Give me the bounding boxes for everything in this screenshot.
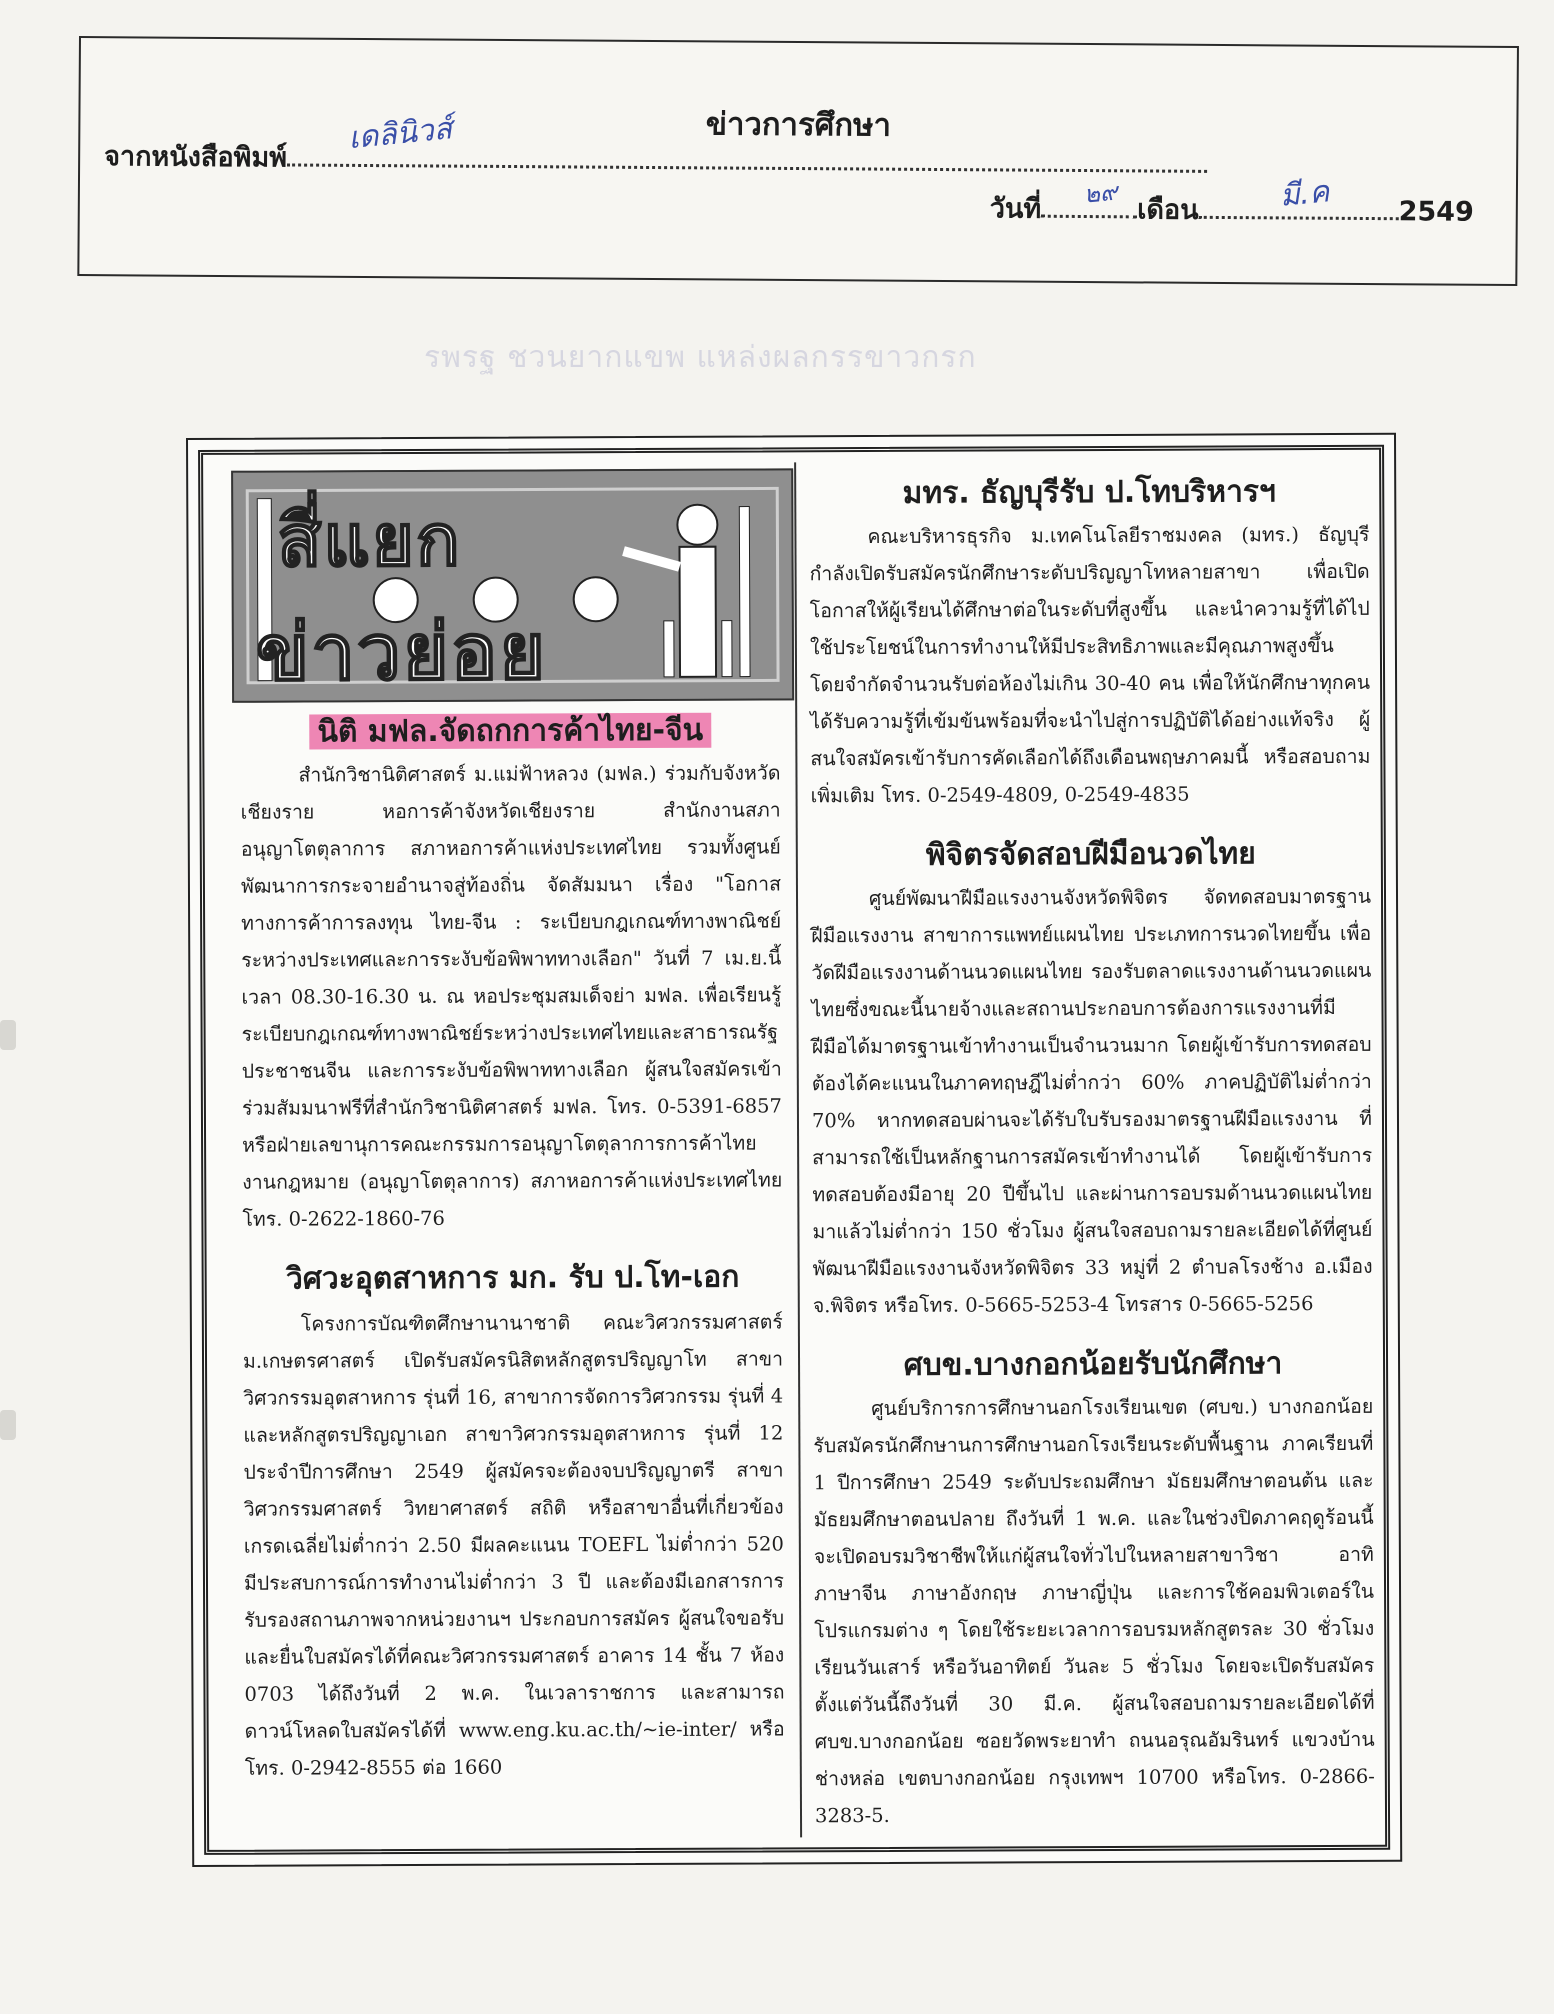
handwritten-newspaper: เดลินิวส์ [346,111,454,157]
article-body: ศูนย์พัฒนาฝีมือแรงงานจังหวัดพิจิตร จัดทดสอบมาตรฐานฝีมือแรงงาน สาขาการแพทย์แผนไทย ประเภทการนวดไทยขึ้น เพื่อวัดฝีมือแรงงานด้านนวดแผนไทย รองรับตลาดแรงงานด้านนวดแผนไทยซึ่งขณะนี้นายจ้างและสถานประกอบการต้องการแรงงานที่มีฝีมือได้มาตรฐานเข้าทำงานเป็นจำนวนมาก โดยผู้เข้ารับการทดสอบต้องได้คะแนนในภาคทฤษฎีไม่ต่ำกว่า 60% ภาคปฏิบัติไม่ต่ำกว่า 70% หากทดสอบผ่านจะได้รับใบรับรองมาตรฐานฝีมือแรงงาน ที่สามารถใช้เป็นหลักฐานการสมัครเข้าทำงานได้ โดยผู้เข้ารับการทดสอบต้องมีอายุ 20 ปีขึ้นไป และผ่านการอบรมด้านนวดแผนไทยมาแล้วไม่ต่ำกว่า 150 ชั่วโมง ผู้สนใจสอบถามรายละเอียดได้ที่ศูนย์พัฒนาฝีมือแรงงานจังหวัดพิจิตร 33 หมู่ที่ 2 ตำบลโรงช้าง อ.เมือง จ.พิจิตร หรือโทร. 0-5665-5253-4 โทรสาร 0-5665-5256 [811,884,1373,1318]
column-divider [794,462,802,1837]
article-headline [240,710,780,752]
article-headline: พิจิตรจัดสอบฝีมือนวดไทย [925,836,1256,873]
bleed-through-text: รพรฐ ชวนยากแขพ แหล่งผลกรรขาวกรก [424,340,977,375]
newspaper-clipping [186,433,1402,1867]
page-title: ข่าวการศึกษา [705,106,892,144]
article-headline: ศบข.บางกอกน้อยรับนักศึกษา [903,1346,1283,1383]
article-body: โครงการบัณฑิตศึกษานานาชาติ คณะวิศวกรรมศาสตร์ ม.เกษตรศาสตร์ เปิดรับสมัครนิสิตหลักสูตรปริญญาโท สาขาวิศวกรรมอุตสาหการ รุ่นที่ 16, สาขาการจัดการวิศวกรรม รุ่นที่ 4 และหลักสูตรปริญญาเอก สาขาวิศวกรรมอุตสาหการ รุ่นที่ 12 ประจำปีการศึกษา 2549 ผู้สมัครจะต้องจบปริญญาตรี สาขาวิศวกรรมศาสตร์ วิทยาศาสตร์ สถิติ หรือสาขาอื่นที่เกี่ยวข้อง เกรดเฉลี่ยไม่ต่ำกว่า 2.50 มีผลคะแนน TOEFL ไม่ต่ำกว่า 520 มีประสบการณ์การทำงานไม่ต่ำกว่า 3 ปี และต้องมีเอกสารการรับรองสถานภาพจากหน่วยงานฯ ประกอบการสมัคร ผู้สนใจขอรับและยื่นใบสมัครได้ที่คณะวิศวกรรมศาสตร์ อาคาร 14 ชั้น 7 ห้อง 0703 ได้ถึงวันที่ 2 พ.ค. ในเวลาราชการ และสามารถดาวน์โหลดใบสมัครได้ที่ www.eng.ku.ac.th/~ie-inter/ หรือ โทร. 0-2942-8555 ต่อ 1660 [242,1310,785,1780]
handwritten-month: มี.ค [1278,174,1331,214]
banner-line2: ข่าวย่อย [255,607,548,699]
right-column [809,472,1375,1834]
margin-mark [0,1410,16,1440]
margin-mark [0,1020,16,1050]
highlighted-headline: นิติ มฟล.จัดถกการค้าไทย-จีน [309,713,711,750]
left-column [240,710,785,1786]
clipping-frame [198,445,1390,1855]
article-body: คณะบริหารธุรกิจ ม.เทคโนโลยีราชมงคล (มทร.) ธัญบุรี กำลังเปิดรับสมัครนักศึกษาระดับปริญญาโทหลายสาขา เพื่อเปิดโอกาสให้ผู้เรียนได้ศึกษาต่อในระดับที่สูงขึ้น และนำความรู้ที่ได้ไปใช้ประโยชน์ในการทำงานให้มีประสิทธิภาพและมีคุณภาพสูงขึ้น โดยจำกัดจำนวนรับต่อห้องไม่เกิน 30-40 คน เพื่อให้นักศึกษาทุกคนได้รับความรู้ที่เข้มข้นพร้อมที่จะนำไปสู่การปฏิบัติได้อย่างแท้จริง ผู้สนใจสมัครเข้ารับการคัดเลือกได้ถึงเดือนพฤษภาคมนี้ หรือสอบถามเพิ่มเติม โทร. 0-2549-4809, 0-2549-4835 [809,522,1371,808]
date-row [990,186,1474,232]
section-banner [231,468,794,702]
year-value: 2549 [1398,196,1474,228]
article-headline: วิศวะอุตสาหการ มก. รับ ป.โท-เอก [285,1259,740,1297]
handwritten-day: ๒๙ [1082,177,1119,209]
header-form [77,36,1519,286]
month-label: เดือน [1137,194,1199,226]
date-label: วันที่ [989,193,1042,225]
article-body: ศูนย์บริการการศึกษานอกโรงเรียนเขต (ศบข.) บางกอกน้อย รับสมัครนักศึกษานการศึกษานอกโรงเรียนระดับพื้นฐาน ภาคเรียนที่ 1 ปีการศึกษา 2549 ระดับประถมศึกษา มัธยมศึกษาตอนต้น และมัธยมศึกษาตอนปลาย ถึงวันที่ 1 พ.ค. และในช่วงปิดภาคฤดูร้อนนี้จะเปิดอบรมวิชาชีพให้แก่ผู้สนใจทั่วไปในหลายสาขาวิชา อาทิ ภาษาจีน ภาษาอังกฤษ ภาษาญี่ปุ่น และการใช้คอมพิวเตอร์ในโปรแกรมต่าง ๆ โดยใช้ระยะเวลาการอบรมหลักสูตรละ 30 ชั่วโมง เรียนวันเสาร์ หรือวันอาทิตย์ วันละ 5 ชั่วโมง โดยจะเปิดรับสมัครตั้งแต่วันนี้ถึงวันที่ 30 มี.ค. ผู้สนใจสอบถามรายละเอียดได้ที่ ศบข.บางกอกน้อย ซอยวัดพระยาทำ ถนนอรุณอัมรินทร์ แขวงบ้านช่างหล่อ เขตบางกอกน้อย กรุงเทพฯ 10700 หรือโทร. 0-2866-3283-5. [813,1394,1375,1828]
banner-line1: สี่แยก [277,497,462,583]
newspaper-row [104,134,1207,185]
article-headline: มทร. ธัญบุรีรับ ป.โทบริหารฯ [902,474,1276,511]
from-label: จากหนังสือพิมพ์ [104,141,288,174]
article-body: สำนักวิชานิติศาสตร์ ม.แม่ฟ้าหลวง (มฟล.) ร่วมกับจังหวัดเชียงราย หอการค้าจังหวัดเชียงราย สำนักงานสภาอนุญาโตตุลาการ สภาหอการค้าแห่งประเทศไทย รวมทั้งศูนย์พัฒนาการกระจายอำนาจสู่ท้องถิ่น จัดสัมมนา เรื่อง "โอกาสทางการค้าการลงทุน ไทย-จีน : ระเบียบกฎเกณฑ์ทางพาณิชย์ระหว่างประเทศและการระงับข้อพิพาททางเลือก" วันที่ 7 เม.ย.นี้ เวลา 08.30-16.30 น. ณ หอประชุมสมเด็จย่า มฟล. เพื่อเรียนรู้ระเบียบกฎเกณฑ์ทางพาณิชย์ระหว่างประเทศไทยและสาธารณรัฐประชาชนจีน และการระงับข้อพิพาททางเลือก ผู้สนใจสมัครเข้าร่วมสัมมนาฟรีที่สำนักวิชานิติศาสตร์ มฟล. โทร. 0-5391-6857 หรือฝ่ายเลขานุการคณะกรรมการอนุญาโตตุลาการการค้าไทย งานกฎหมาย (อนุญาโตตุลาการ) สภาหอการค้าแห่งประเทศไทย โทร. 0-2622-1860-76 [240,761,783,1231]
